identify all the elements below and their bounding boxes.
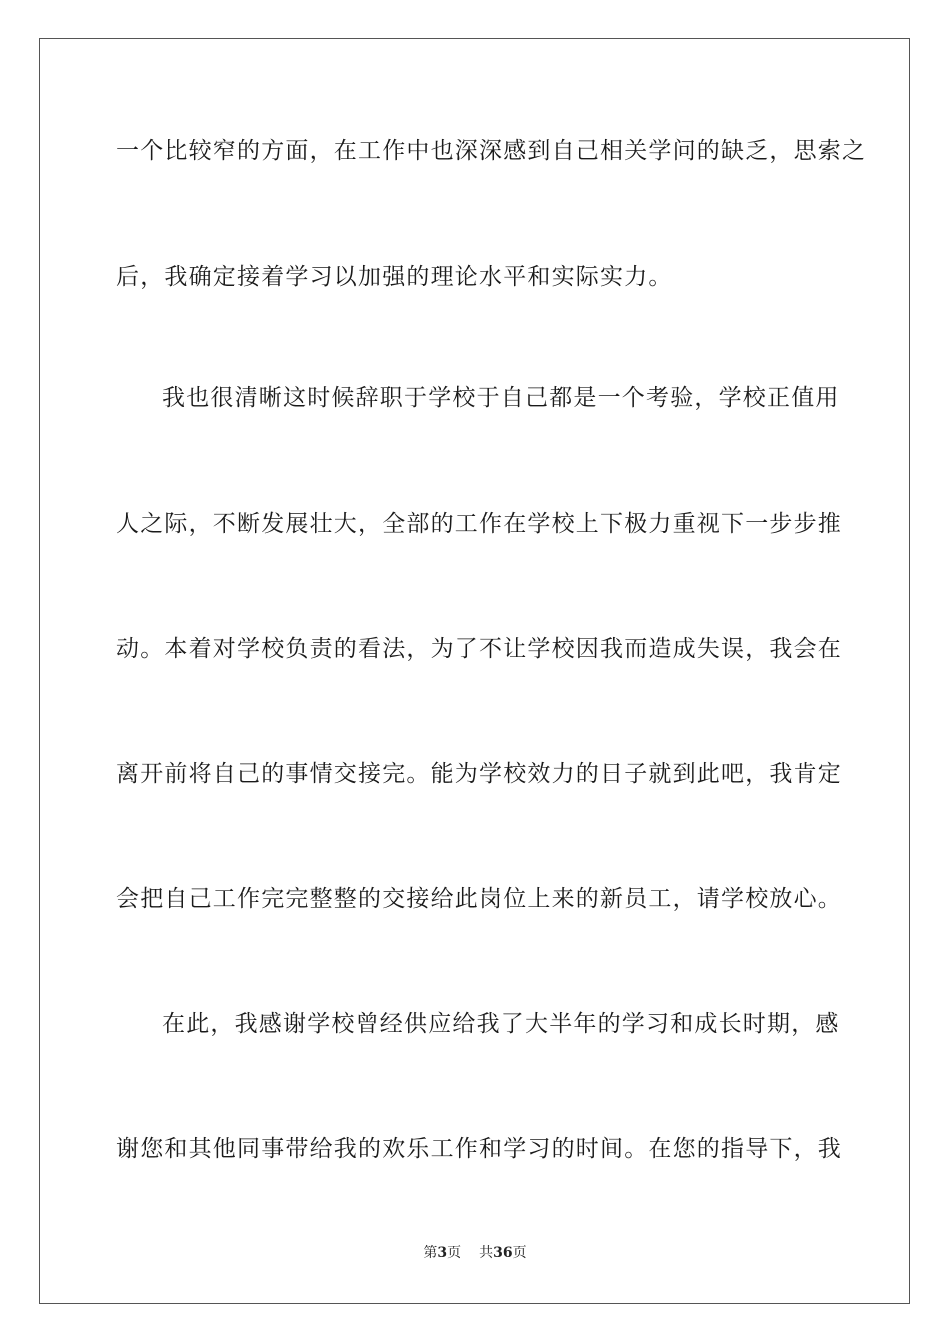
footer-total-prefix: 共 (479, 1245, 494, 1261)
text-line-3: 我也很清晰这时候辞职于学校于自己都是一个考验，学校正值用 (162, 385, 840, 411)
footer-total-number: 36 (493, 1245, 513, 1261)
text-line-1: 一个比较窄的方面，在工作中也深深感到自己相关学问的缺乏，思索之 (116, 138, 867, 164)
footer-page-number: 3 (437, 1245, 448, 1261)
text-line-9: 谢您和其他同事带给我的欢乐工作和学习的时间。在您的指导下，我 (116, 1136, 842, 1162)
page-border (39, 38, 910, 1304)
text-line-7: 会把自己工作完完整整的交接给此岗位上来的新员工，请学校放心。 (116, 886, 842, 912)
footer-page-prefix: 第 (423, 1245, 438, 1261)
footer-page-suffix: 页 (447, 1245, 462, 1261)
text-line-4: 人之际，不断发展壮大，全部的工作在学校上下极力重视下一步步推 (116, 511, 842, 537)
text-line-2: 后，我确定接着学习以加强的理论水平和实际实力。 (116, 264, 673, 290)
page-footer (0, 1244, 950, 1262)
text-line-5: 动。本着对学校负责的看法，为了不让学校因我而造成失误，我会在 (116, 636, 842, 662)
footer-total-suffix: 页 (512, 1245, 527, 1261)
text-line-6: 离开前将自己的事情交接完。能为学校效力的日子就到此吧，我肯定 (116, 761, 842, 787)
text-line-8: 在此，我感谢学校曾经供应给我了大半年的学习和成长时期，感 (162, 1011, 840, 1037)
